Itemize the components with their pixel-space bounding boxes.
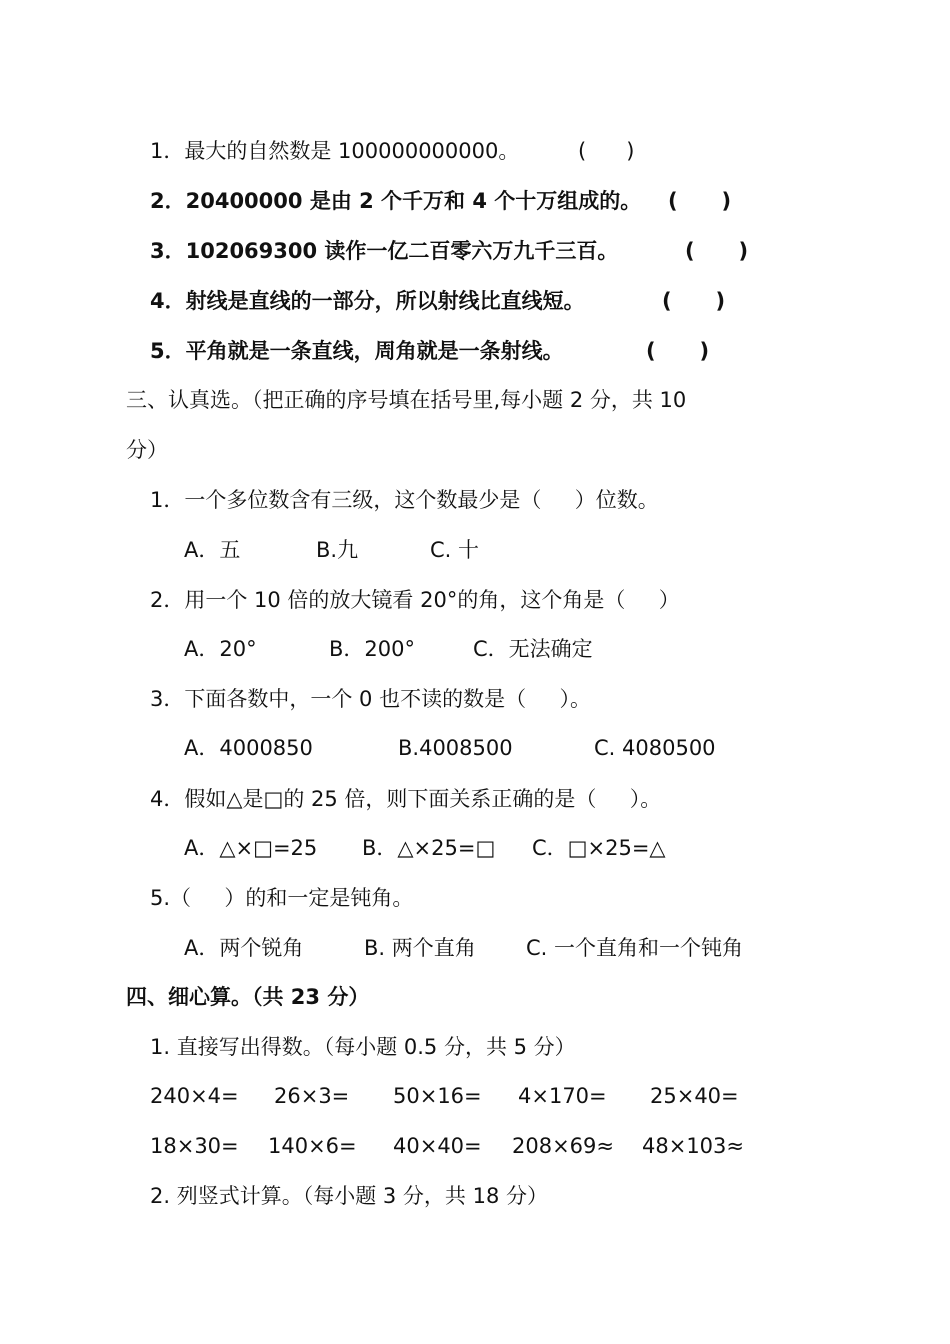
section-heading-choice-cont: 分） [126,438,168,462]
option-b[interactable]: B．△×25=□ [362,836,496,860]
option-b[interactable]: B．200° [329,637,415,661]
answer-bracket[interactable]: ( ) [668,189,732,213]
calc-problem: 26×3= [274,1084,350,1108]
choice-options-2 [184,634,784,664]
calc-problem: 140×6= [268,1134,357,1158]
option-b[interactable]: B.4008500 [398,736,513,760]
option-c[interactable]: C. 4080500 [594,736,716,760]
calc-problem: 4×170= [518,1084,607,1108]
option-a[interactable]: A．△×□=25 [184,836,318,860]
choice-options-3 [184,733,784,763]
judge-item-text: 2．20400000 是由 2 个千万和 4 个十万组成的。 [150,189,642,213]
choice-question-4: 4．假如△是□的 25 倍，则下面关系正确的是（ ）。 [150,787,662,811]
calc-problem: 40×40= [393,1134,482,1158]
section-heading-choice: 三、认真选。（把正确的序号填在括号里,每小题 2 分，共 10 [126,388,687,412]
calc-problem: 25×40= [650,1084,739,1108]
direct-calc-title: 1. 直接写出得数。（每小题 0.5 分，共 5 分） [150,1035,576,1059]
section-heading-calc: 四、细心算。（共 23 分） [126,985,370,1009]
answer-bracket[interactable]: ( ) [646,339,710,363]
option-b[interactable]: B.九 [316,538,359,562]
calc-problem: 18×30= [150,1134,239,1158]
calc-problem: 50×16= [393,1084,482,1108]
choice-options-5 [184,933,824,963]
option-a[interactable]: A．20° [184,637,257,661]
option-c[interactable]: C. 十 [430,538,480,562]
choice-question-1: 1．一个多位数含有三级，这个数最少是（ ）位数。 [150,488,659,512]
calc-problem: 240×4= [150,1084,239,1108]
judge-item-text: 4．射线是直线的一部分，所以射线比直线短。 [150,289,585,313]
option-c[interactable]: C. 一个直角和一个钝角 [526,936,744,960]
judge-item-text: 5．平角就是一条直线，周角就是一条射线。 [150,339,564,363]
vertical-calc-title: 2. 列竖式计算。（每小题 3 分，共 18 分） [150,1184,548,1208]
calc-problem: 48×103≈ [642,1134,744,1158]
choice-question-5: 5.（ ）的和一定是钝角。 [150,886,414,910]
calc-problem: 208×69≈ [512,1134,614,1158]
choice-options-4 [184,833,784,863]
judge-item-text: 3．102069300 读作一亿二百零六万九千三百。 [150,239,619,263]
judge-item-text: 1．最大的自然数是 100000000000。 [150,139,520,163]
option-c[interactable]: C．无法确定 [473,637,593,661]
answer-bracket[interactable]: ( ) [685,239,749,263]
option-a[interactable]: A．两个锐角 [184,936,304,960]
choice-question-2: 2．用一个 10 倍的放大镜看 20°的角，这个角是（ ） [150,588,680,612]
answer-bracket[interactable]: ( ) [662,289,726,313]
choice-options-1 [184,535,784,565]
option-b[interactable]: B. 两个直角 [364,936,476,960]
option-c[interactable]: C．□×25=△ [532,836,666,860]
answer-bracket[interactable]: ( ) [578,139,635,163]
choice-question-3: 3．下面各数中，一个 0 也不读的数是（ ）。 [150,687,591,711]
option-a[interactable]: A．4000850 [184,736,313,760]
option-a[interactable]: A．五 [184,538,241,562]
